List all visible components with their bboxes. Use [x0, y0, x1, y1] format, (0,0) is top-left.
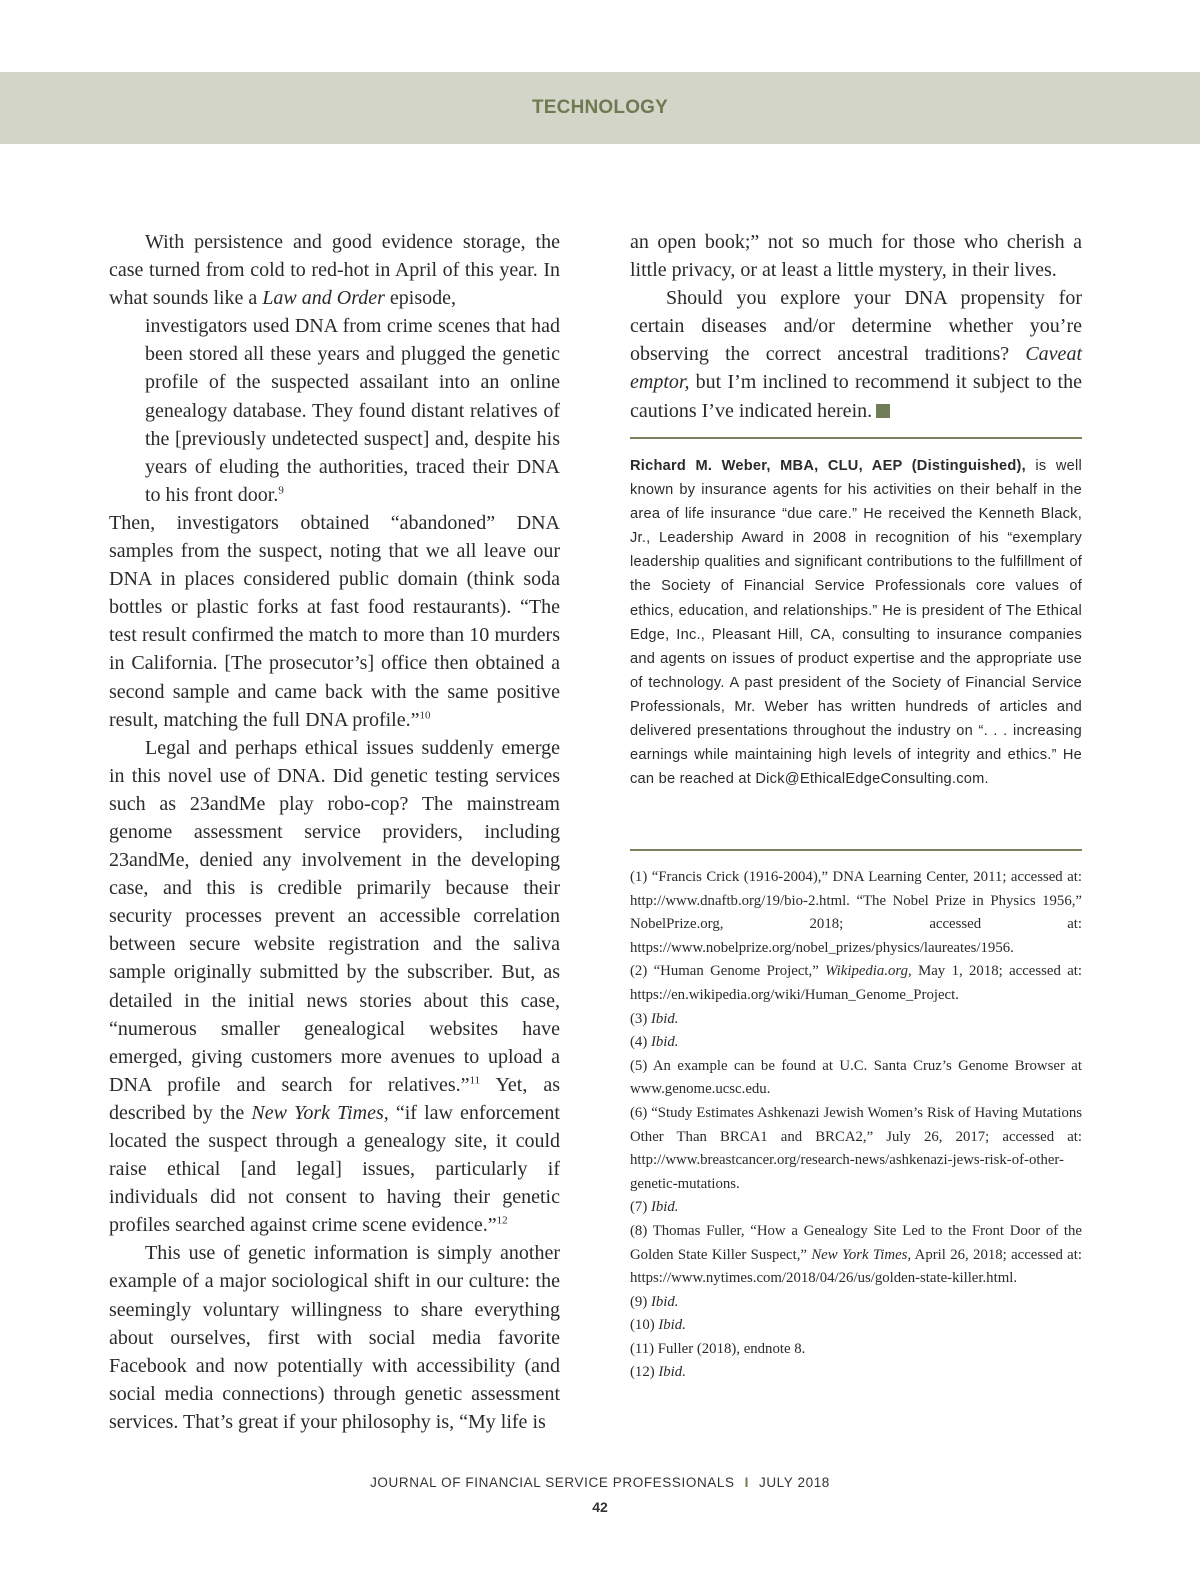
- endnote-6: (6) “Study Estimates Ashkenazi Jewish Women’s Risk of Having Mutations Other Than BRCA1 and BRCA2,” July 26, 2017; accessed at: http://www.breastcancer.org/research-news/ashkenazi-jews-risk-of-other-genetic-mutations.: [630, 1104, 1082, 1192]
- footnote-ref: 12: [496, 1214, 508, 1227]
- right-column: [630, 228, 1082, 425]
- body-paragraph-6: Should you explore your DNA propensity for certain diseases and/or determine whether you’re observing the correct ancestral traditions? Caveat emptor, but I’m inclined to recommend it subject to the cautions I’ve indicated herein.: [630, 287, 1082, 422]
- footnote-ref: 10: [419, 708, 431, 721]
- divider-rule: [630, 437, 1082, 439]
- endnote-1: (1) “Francis Crick (1916-2004),” DNA Learning Center, 2011; accessed at: http://www.dnaftb.org/19/bio-2.html. “The Nobel Prize in Physics 1956,” NobelPrize.org, 2018; accessed at: https://www.nobelprize.org/nobel_prizes/physics/laureates/1956.: [630, 869, 1082, 956]
- endnote-3: (3) Ibid.: [630, 1010, 679, 1027]
- footer-separator: I: [744, 1475, 749, 1490]
- end-mark-square-icon: [876, 404, 890, 418]
- author-bio-text: is well known by insurance agents for his activities on their behalf in the area of life insurance “due care.” He received the Kenneth Black, Jr., Leadership Award in 2008 in recognition of his “exemplary leadership qualities and significant contributions to the fulfillment of the Society of Financial Service Professionals core values of ethics, education, and relationships.” He is president of The Ethical Edge, Inc., Pleasant Hill, CA, consulting to insurance companies and agents on issues of product expertise and the appropriate use of technology. A past president of the Society of Financial Service Professionals, Mr. Weber has written hundreds of articles and delivered presentations throughout the industry on “. . . increasing earnings while maintaining high levels of integrity and ethics.” He can be reached at Dick@EthicalEdgeConsulting.com.: [630, 458, 1082, 788]
- endnotes: [630, 866, 1082, 1385]
- author-name: Richard M. Weber, MBA, CLU, AEP (Distinguished),: [630, 458, 1026, 474]
- footnote-ref: 11: [469, 1074, 481, 1087]
- block-quote: investigators used DNA from crime scenes that had been stored all these years and plugged the genetic profile of the suspected assailant into an online genealogy database. They found distant relatives of the [previously undetected suspect] and, despite his years of eluding the authorities, traced their DNA to his front door.$^9$: [145, 315, 560, 506]
- divider-rule: [630, 849, 1082, 851]
- body-paragraph-2: Then, investigators obtained “abandoned” DNA samples from the suspect, noting that we all leave our DNA in places considered public domain (think soda bottles or plastic forks at fast food restaurants). “The test result confirmed the match to more than 10 murders in California. [The prosecutor’s] office then obtained a second sample and came back with the same positive result, matching the full DNA profile.”$^{10}$: [109, 511, 560, 731]
- body-paragraph-4: This use of genetic information is simply another example of a major sociological shift in our culture: the seemingly voluntary willingness to share everything about ourselves, first with social media favorite Facebook and now potentially with accessibility (and social media connections) through genetic assessment services. That’s great if your philosophy is, “My life is: [109, 1242, 560, 1433]
- endnote-5: (5) An example can be found at U.C. Santa Cruz’s Genome Browser at www.genome.ucsc.edu.: [630, 1057, 1082, 1098]
- body-paragraph-5: an open book;” not so much for those who cherish a little privacy, or at least a little mystery, in their lives.: [630, 231, 1082, 282]
- endnote-7: (7) Ibid.: [630, 1199, 679, 1216]
- endnote-12: (12) Ibid.: [630, 1364, 686, 1381]
- issue-date: JULY 2018: [758, 1475, 830, 1490]
- page-number: 42: [592, 1499, 608, 1515]
- endnote-8: (8) Thomas Fuller, “How a Genealogy Site Led to the Front Door of the Golden State Killer Suspect,” New York Times, April 26, 2018; accessed at: https://www.nytimes.com/2018/04/26/us/golden-state-killer.html.: [630, 1222, 1082, 1287]
- footer-journal-line: [0, 1475, 1200, 1490]
- endnote-2: (2) “Human Genome Project,” Wikipedia.org, May 1, 2018; accessed at: https://en.wikipedia.org/wiki/Human_Genome_Project.: [630, 963, 1082, 1003]
- body-paragraph-3: Legal and perhaps ethical issues suddenly emerge in this novel use of DNA. Did genetic testing services such as 23andMe play robo-cop? The mainstream genome assessment service providers, including 23andMe, denied any involvement in the developing case, and this is credible primarily because their security processes prevent an accessible correlation between secure website registration and the saliva sample originally submitted by the subscriber. But, as detailed in the initial news stories about this case, “numerous smaller genealogical websites have emerged, giving customers more avenues to upload a DNA profile and search for relatives.”$^{11}$ Yet, as described by the New York Times, “if law enforcement located the suspect through a genealogy site, it could raise ethical [and legal] issues, particularly if individuals did not consent to having their genetic profiles searched against crime scene evidence.”$^{12}$: [109, 736, 560, 1237]
- journal-name: JOURNAL OF FINANCIAL SERVICE PROFESSIONALS: [370, 1475, 735, 1490]
- left-column: [109, 228, 560, 1436]
- section-title: TECHNOLOGY: [531, 97, 669, 118]
- endnote-10: (10) Ibid.: [630, 1317, 686, 1334]
- author-bio: [630, 454, 1082, 791]
- body-paragraph-1: With persistence and good evidence storage, the case turned from cold to red-hot in April of this year. In what sounds like a Law and Order episode,: [109, 231, 560, 310]
- endnote-9: (9) Ibid.: [630, 1293, 679, 1310]
- footnote-ref: 9: [278, 484, 284, 497]
- endnote-4: (4) Ibid.: [630, 1034, 679, 1051]
- endnote-11: (11) Fuller (2018), endnote 8.: [630, 1340, 806, 1357]
